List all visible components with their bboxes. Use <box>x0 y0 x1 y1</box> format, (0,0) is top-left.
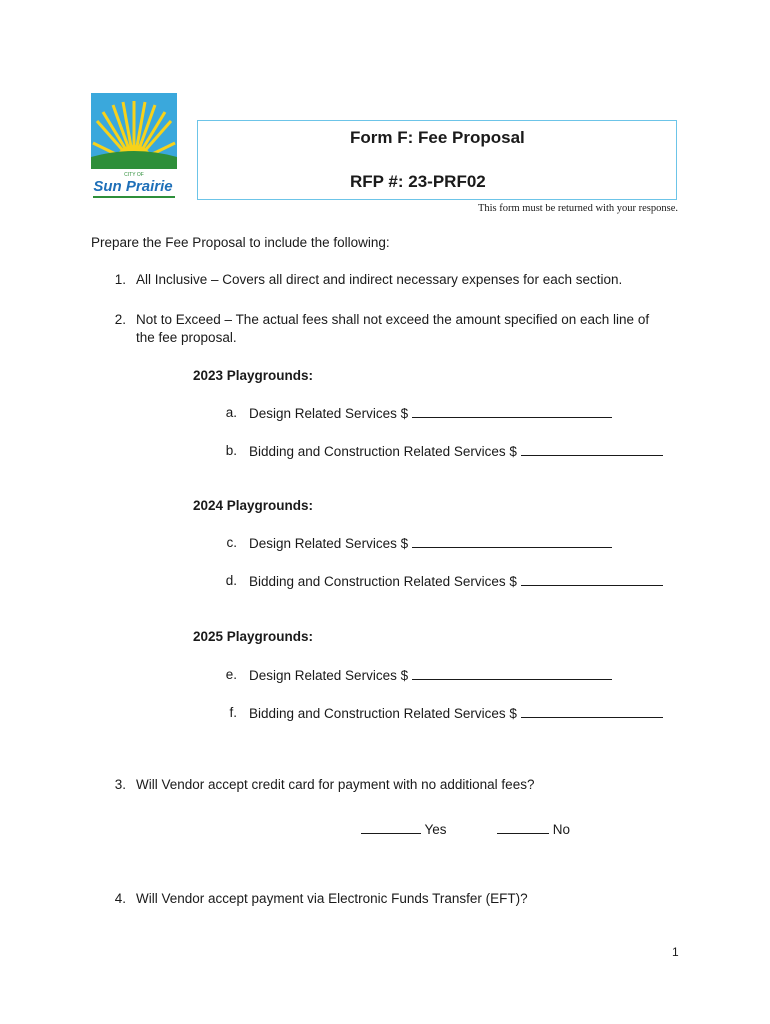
section-2024-heading: 2024 Playgrounds: <box>193 498 314 513</box>
question-4-number: 4. <box>114 891 126 906</box>
fee-line-e-label: Design Related Services $ <box>249 668 409 683</box>
yes-label: Yes <box>424 822 447 837</box>
sun-prairie-logo <box>91 93 177 201</box>
yes-input[interactable] <box>361 820 421 834</box>
line-e-letter: e. <box>225 667 237 682</box>
yes-option <box>361 820 447 839</box>
item-2-line-2: the fee proposal. <box>136 330 237 345</box>
fee-input-e[interactable] <box>412 666 612 680</box>
fee-input-f[interactable] <box>521 704 663 718</box>
item-2-number: 2. <box>114 312 126 327</box>
no-label: No <box>552 822 571 837</box>
line-a-letter: a. <box>225 405 237 420</box>
fee-line-f-label: Bidding and Construction Related Services $ <box>249 706 517 721</box>
line-c-letter: c. <box>226 535 237 550</box>
no-option <box>497 820 570 839</box>
question-3-text: Will Vendor accept credit card for payment with no additional fees? <box>136 777 535 792</box>
no-input[interactable] <box>497 820 549 834</box>
fee-line-a <box>249 404 612 423</box>
section-2025-heading: 2025 Playgrounds: <box>193 629 314 644</box>
logo-text: Sun Prairie <box>93 178 173 195</box>
fee-line-d <box>249 572 663 591</box>
item-1-text: All Inclusive – Covers all direct and indirect necessary expenses for each section. <box>136 272 623 287</box>
form-title: Form F: Fee Proposal <box>350 128 525 147</box>
return-note: This form must be returned with your response. <box>477 203 678 214</box>
section-2023-heading: 2023 Playgrounds: <box>193 368 314 383</box>
fee-input-a[interactable] <box>412 404 612 418</box>
line-b-letter: b. <box>225 443 237 458</box>
fee-input-d[interactable] <box>521 572 663 586</box>
fee-line-e <box>249 666 612 685</box>
fee-line-b <box>249 442 663 461</box>
page-number: 1 <box>672 945 679 959</box>
rfp-number: RFP #: 23-PRF02 <box>350 172 486 191</box>
question-4-text: Will Vendor accept payment via Electronic Funds Transfer (EFT)? <box>136 891 528 906</box>
fee-line-d-label: Bidding and Construction Related Services $ <box>249 574 517 589</box>
item-1-number: 1. <box>114 272 126 287</box>
question-3-number: 3. <box>114 777 126 792</box>
line-d-letter: d. <box>225 573 237 588</box>
fee-input-c[interactable] <box>412 534 612 548</box>
fee-line-a-label: Design Related Services $ <box>249 406 409 421</box>
fee-line-f <box>249 704 663 723</box>
fee-line-c-label: Design Related Services $ <box>249 536 409 551</box>
logo-small-text: CITY OF <box>124 172 144 178</box>
fee-input-b[interactable] <box>521 442 663 456</box>
fee-line-b-label: Bidding and Construction Related Services $ <box>249 444 517 459</box>
intro-text: Prepare the Fee Proposal to include the following: <box>91 235 390 250</box>
line-f-letter: f. <box>229 705 237 720</box>
item-2-line-1: Not to Exceed – The actual fees shall not exceed the amount specified on each line of <box>136 312 650 327</box>
fee-line-c <box>249 534 612 553</box>
